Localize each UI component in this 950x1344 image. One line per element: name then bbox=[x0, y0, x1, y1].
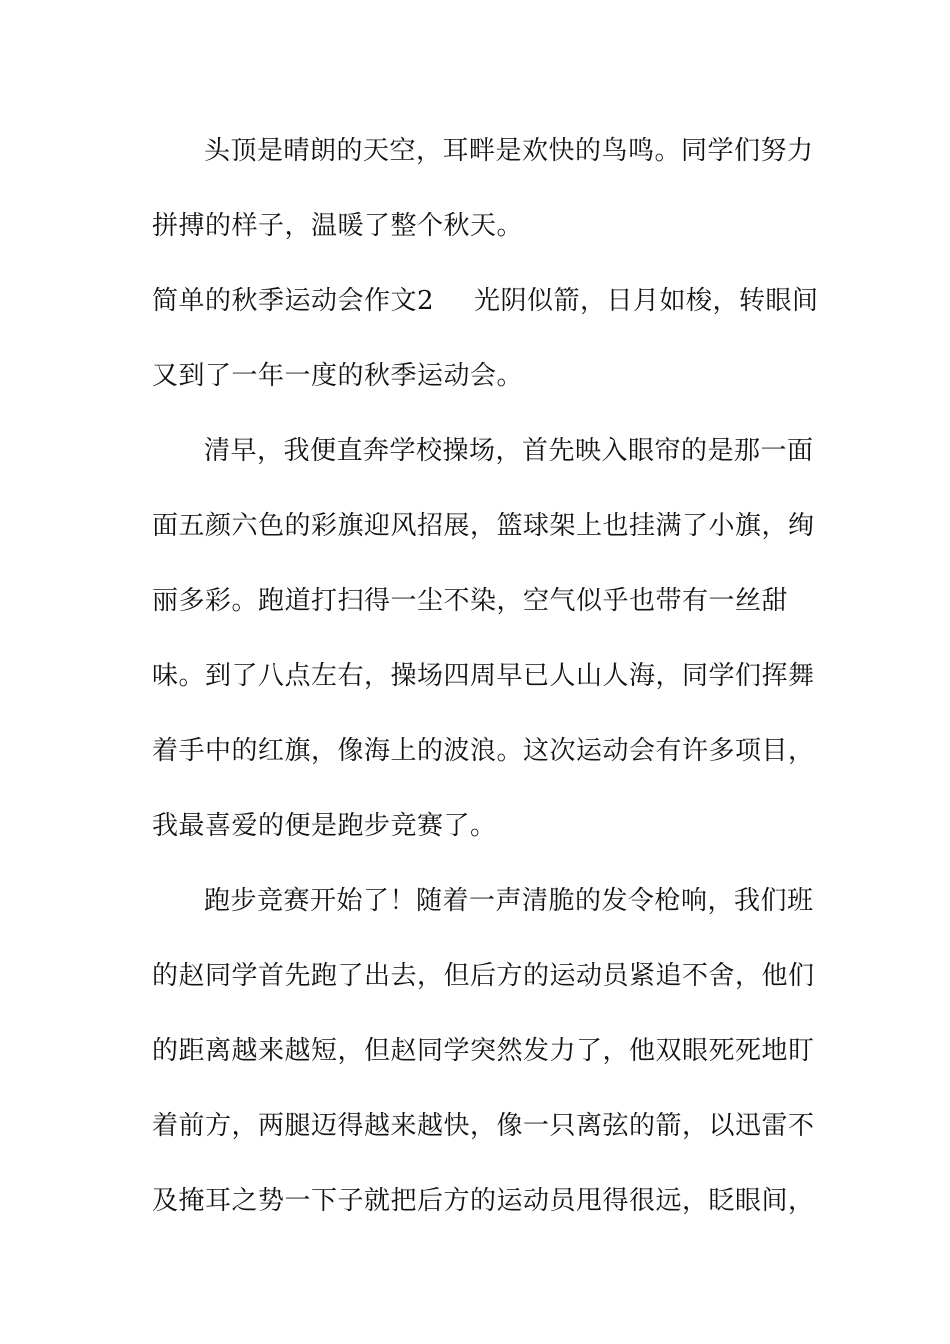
paragraph-1-line-1: 头顶是晴朗的天空，耳畔是欢快的鸟鸣。同学们努力 bbox=[204, 136, 814, 166]
paragraph-2-line-2: 又到了一年一度的秋季运动会。 bbox=[152, 361, 524, 391]
paragraph-3-line-6: 我最喜爱的便是跑步竞赛了。 bbox=[152, 811, 497, 841]
paragraph-4-line-1: 跑步竞赛开始了！随着一声清脆的发令枪响，我们班 bbox=[204, 886, 814, 916]
paragraph-4-line-4: 着前方，两腿迈得越来越快，像一只离弦的箭，以迅雷不 bbox=[152, 1111, 815, 1141]
paragraph-3-line-5: 着手中的红旗，像海上的波浪。这次运动会有许多项目， bbox=[152, 736, 815, 766]
paragraph-3-line-4: 味。到了八点左右，操场四周早已人山人海，同学们挥舞 bbox=[152, 661, 815, 691]
paragraph-3-line-2: 面五颜六色的彩旗迎风招展，篮球架上也挂满了小旗，绚 bbox=[152, 511, 815, 541]
paragraph-4-line-2: 的赵同学首先跑了出去，但后方的运动员紧追不舍，他们 bbox=[152, 961, 815, 991]
paragraph-3-line-1: 清早，我便直奔学校操场，首先映入眼帘的是那一面 bbox=[204, 436, 814, 466]
paragraph-4-line-5: 及掩耳之势一下子就把后方的运动员甩得很远，眨眼间， bbox=[152, 1186, 815, 1216]
paragraph-2-line-1: 光阴似箭，日月如梭，转眼间 bbox=[474, 286, 819, 316]
paragraph-3-line-3: 丽多彩。跑道打扫得一尘不染，空气似乎也带有一丝甜 bbox=[152, 586, 789, 616]
paragraph-1-line-2: 拼搏的样子，温暖了整个秋天。 bbox=[152, 211, 524, 241]
paragraph-4-line-3: 的距离越来越短，但赵同学突然发力了，他双眼死死地盯 bbox=[152, 1036, 815, 1066]
essay-heading: 简单的秋季运动会作文2 bbox=[152, 286, 435, 316]
